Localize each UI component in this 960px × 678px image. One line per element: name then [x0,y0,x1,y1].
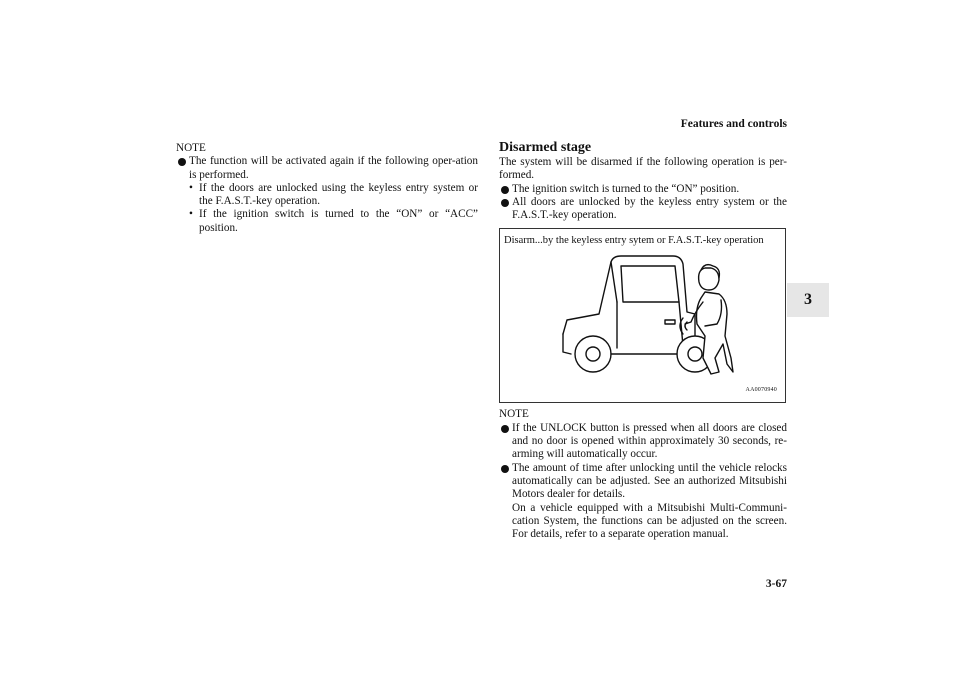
chapter-tab [787,283,829,317]
note-sub-item [189,208,478,235]
sub-item-text: If the doors are unlocked using the keyless entry system or the F.A.S.T.-key operation. [199,181,478,208]
bullet-dot-icon [501,425,509,433]
note-label: NOTE [499,408,529,421]
condition-bullet [499,183,787,196]
note-paragraph: If the UNLOCK button is pressed when all doors are closed and no door is opened within approximately 30 seconds, re-arming will automatically occur. [512,421,787,461]
figure [499,228,786,403]
right-column [499,140,787,541]
note-sub-item [189,182,478,209]
note-bullet-text: The function will be activated again if the following oper-ation is performed. [189,155,478,181]
bullet-dot-icon [501,199,509,207]
chapter-number: 3 [804,291,812,308]
sub-item-mark: • [189,208,193,221]
note-label: NOTE [176,142,206,154]
bullet-dot-icon [178,158,186,166]
condition-text: The ignition switch is turned to the “ON” position. [512,182,740,195]
condition-text: All doors are unlocked by the keyless entry system or the F.A.S.T.-key operation. [512,195,787,222]
bullet-dot-icon [501,465,509,473]
page-number: 3-67 [765,578,787,590]
sub-item-text: If the ignition switch is turned to the “ON” or “ACC” position. [199,208,478,234]
section-title: Disarmed stage [499,140,592,155]
left-column [176,142,478,235]
condition-bullet [499,196,787,223]
note-paragraph: The amount of time after unlocking until the vehicle relocks automatically can be adjusted. See an authorized Mitsubishi Motors dealer for details. [512,461,787,501]
note-bullet [499,462,787,542]
bullet-dot-icon [501,186,509,194]
figure-id: AA0070940 [745,387,777,394]
section-intro: The system will be disarmed if the following operation is per-formed. [499,156,787,182]
car-unlock-person-icon [555,254,735,379]
note-block [499,408,787,541]
note-bullet [176,155,478,235]
note-bullet [499,422,787,462]
running-header: Features and controls [680,118,787,130]
sub-item-mark: • [189,181,193,194]
note-paragraph: On a vehicle equipped with a Mitsubishi Multi-Communi-cation System, the functions can be adjusted on the screen. For details, refer to a separate operation manual. [512,501,787,541]
figure-caption: Disarm...by the keyless entry sytem or F.A.S.T.-key operation [504,235,764,247]
